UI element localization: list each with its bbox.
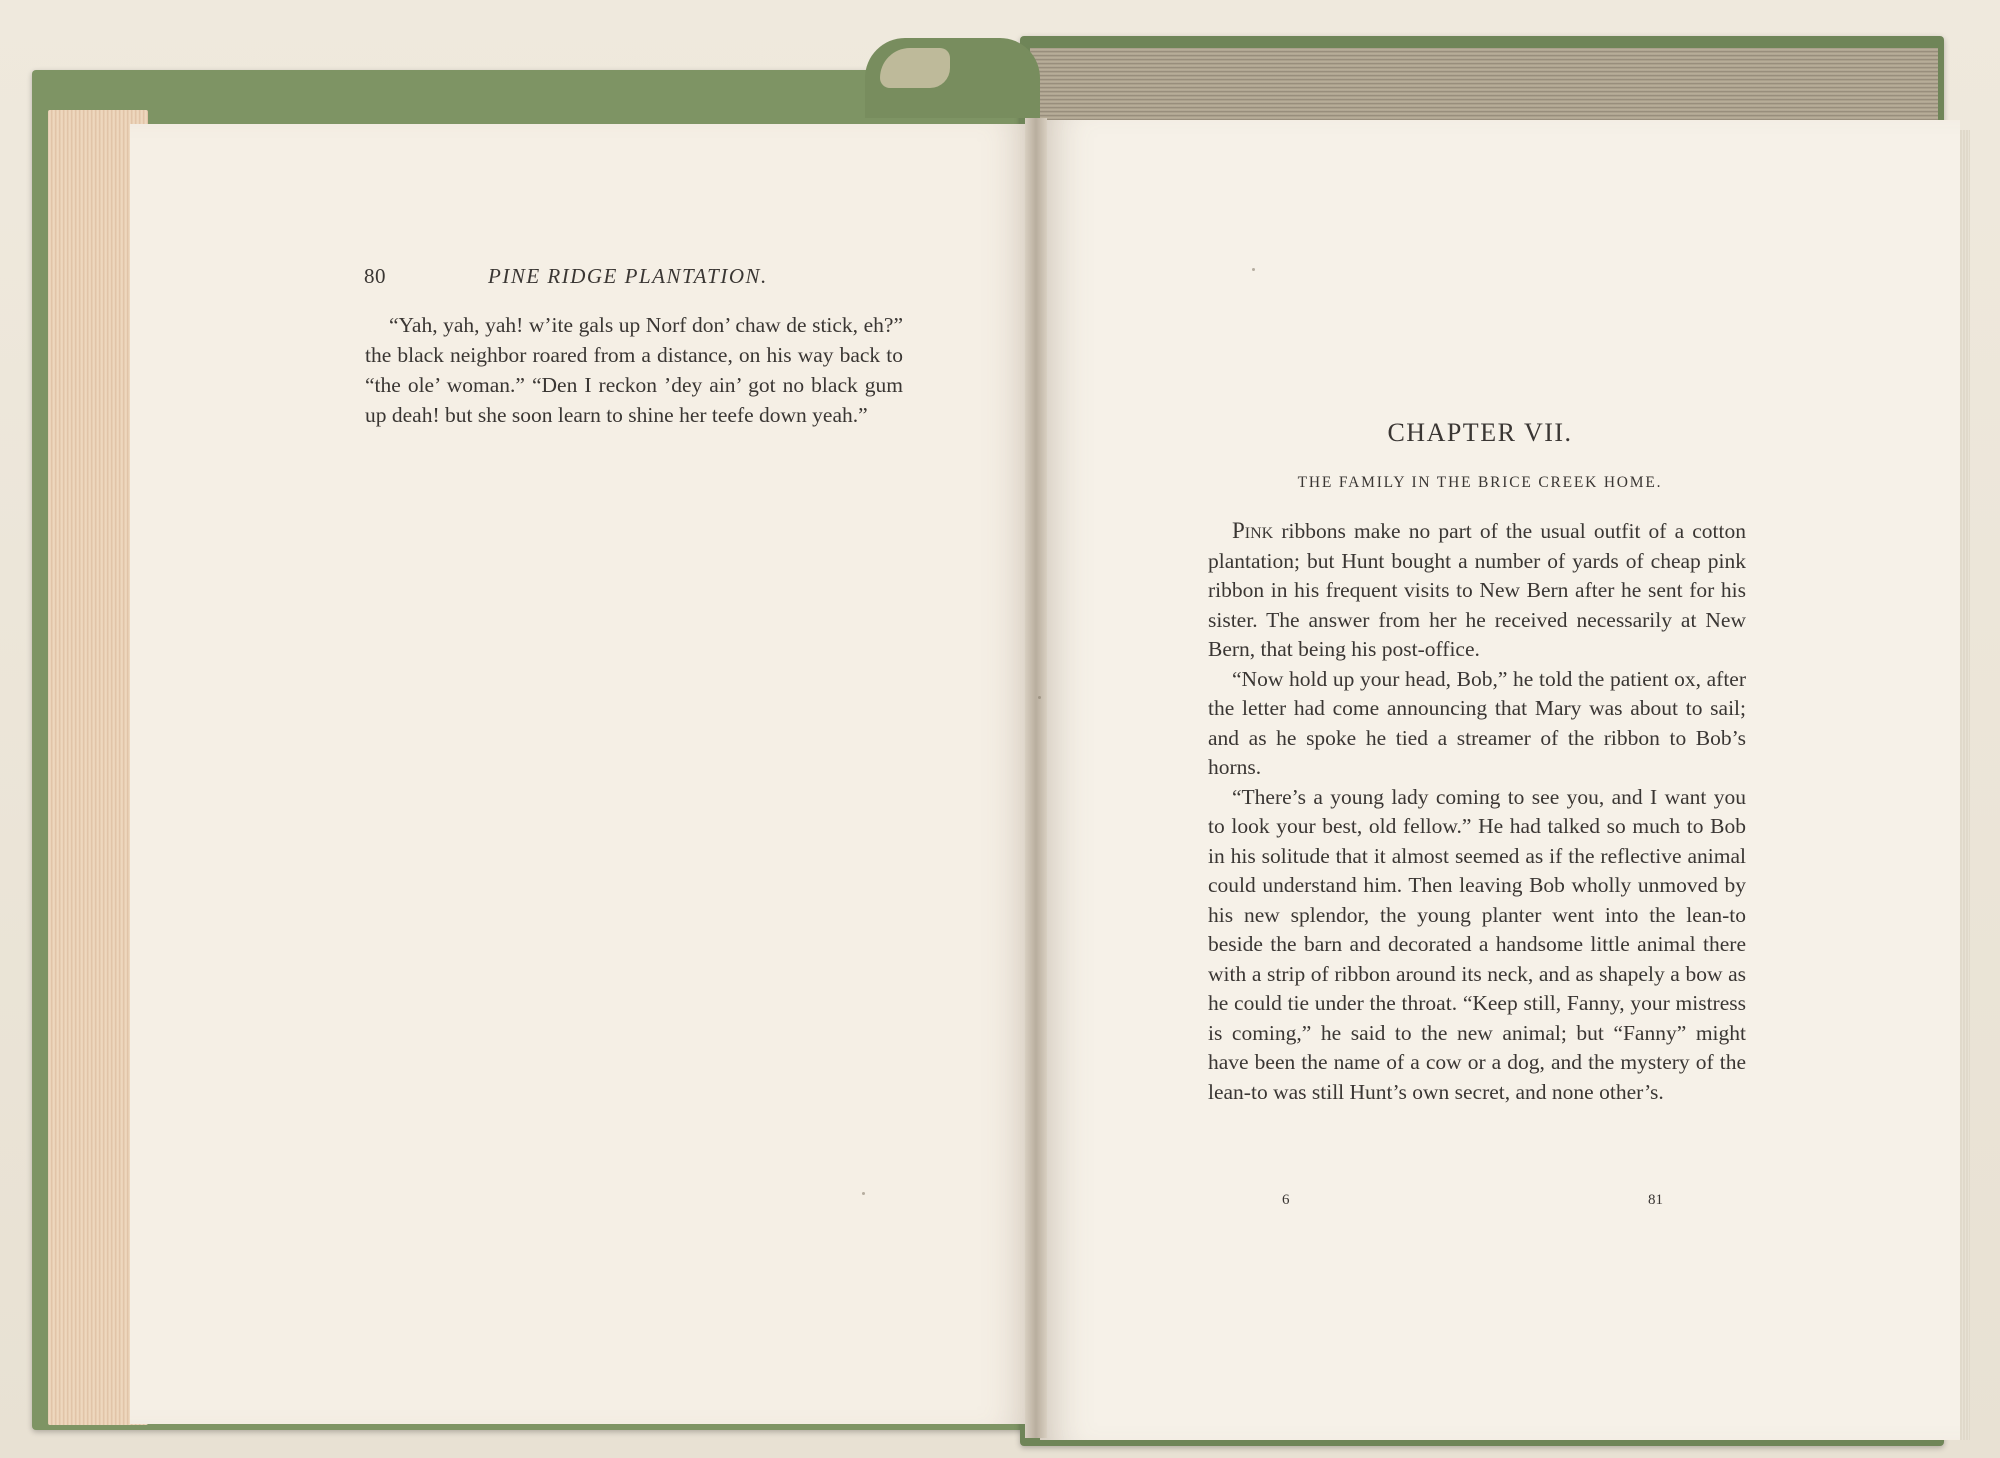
right-page-body xyxy=(1208,516,1746,1107)
dialogue-text: “Yah, yah, yah! w’ite gals up Norf don’ chaw de stick, eh?” the black neighbor roared from a distance, on his way back to “the ole’ woman.” xyxy=(365,313,903,397)
spine-wear xyxy=(880,48,950,88)
paper-speck xyxy=(862,1192,865,1195)
paragraph xyxy=(365,310,903,430)
left-page-body xyxy=(365,310,903,430)
running-head xyxy=(364,264,904,294)
paragraph xyxy=(1208,516,1746,665)
chapter-title: CHAPTER VII. xyxy=(1387,418,1573,447)
book-gutter xyxy=(1025,118,1047,1438)
running-title: PINE RIDGE PLANTATION. xyxy=(488,264,768,288)
initial-word: Pink xyxy=(1232,518,1274,543)
dialogue-text: “Den I reckon ’dey ain’ got no black gum up deah! but she soon learn to shine her teefe down yeah.” xyxy=(365,373,903,427)
paragraph: “There’s a young lady coming to see you, and I want you to look your best, old fellow.” He had talked so much to Bob in his solitude that it almost seemed as if the reflective animal could understand him. Then leaving Bob wholly unmoved by his new splendor, the young planter went into the lean-to beside the barn and decorated a handsome little animal there with a strip of ribbon around its neck, and as shapely a bow as he could tie under the throat. “Keep still, Fanny, your mistress is coming,” he said to the new animal; but “Fanny” might have been the name of a cow or a dog, and the mystery of the lean-to was still Hunt’s own secret, and none other’s. xyxy=(1208,784,1746,1104)
paragraph-text: ribbons make no part of the usual outfit of a cotton plantation; but Hunt bought a number of yards of cheap pink ribbon in his frequent visits to New Bern after he sent for his sister. The answer from her he received necessarily at New Bern, that being his post-office. xyxy=(1208,519,1746,661)
signature-mark: 6 xyxy=(1282,1192,1290,1208)
paragraph: “Now hold up your head, Bob,” he told the patient ox, after the letter had come announcing that Mary was about to sail; and as he spoke he tied a streamer of the ribbon to Bob’s horns. xyxy=(1208,666,1746,779)
paper-speck xyxy=(1038,696,1041,699)
page-number-left: 80 xyxy=(364,264,386,288)
page-number-right: 81 xyxy=(1648,1192,1663,1208)
chapter-subtitle: THE FAMILY IN THE BRICE CREEK HOME. xyxy=(1297,474,1663,491)
paper-speck xyxy=(1252,268,1255,271)
